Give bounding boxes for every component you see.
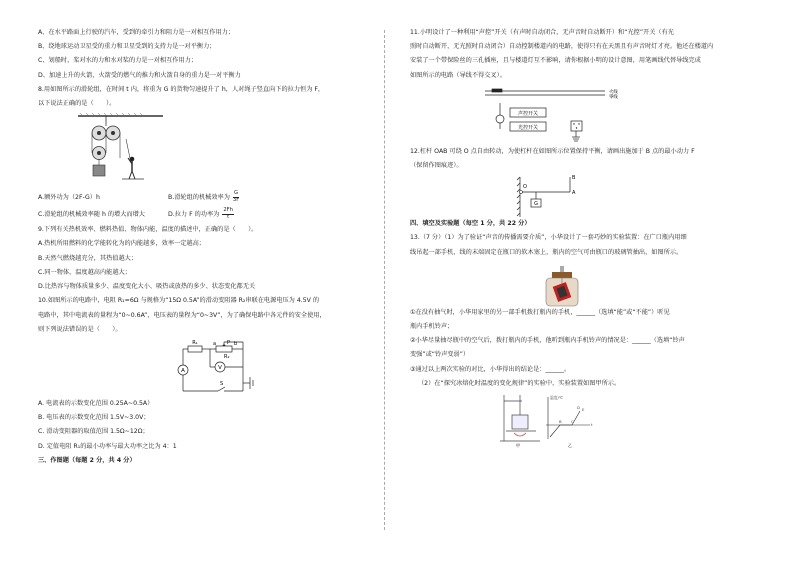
neutral-wire-label: 零线 (609, 94, 618, 100)
q8-option-d-denominator: t (227, 213, 230, 220)
lever-point-a: A (572, 190, 576, 197)
q9-stem: 9.下列有关热机效率、燃料热值、物体内能，温度的描述中，正确的是（ ）。 (38, 226, 258, 234)
q8-option-b-label: B.滑轮组的机械效率为 (168, 193, 230, 201)
column-divider (384, 30, 385, 530)
circuit-figure (38, 339, 360, 399)
graph-xlabel: t (591, 422, 593, 428)
sound-switch-label: 声控开关 (517, 110, 539, 117)
q8-option-a: A.额外功为（2F-G）h (38, 193, 100, 201)
figure-jia-label: 甲 (516, 443, 520, 449)
right-column (410, 28, 735, 449)
q7-option-a: A、在水平路面上行驶的汽车，受到的牵引力和阻力是一对相互作用力； (38, 29, 235, 36)
circuit-label-b: b (234, 340, 238, 347)
q8-option-d-label: D.拉力 F 的功率为 (168, 210, 220, 218)
q7-option-d: D、加速上升的火箭，火箭受的燃气的推力和火箭自身的重力是一对平衡力 (38, 71, 241, 79)
q9-option-b: B.天然气燃烧越充分，其热值越大； (38, 254, 138, 262)
q11-line-3: 安装了一个带保险丝的三孔插座，且与楼道灯互不影响，请你根据小明的设计意图，用笔画线代替导线完成 (410, 57, 701, 65)
q11-circuit-figure (410, 85, 735, 147)
lever-point-o: O (523, 184, 527, 191)
q11-circuit-diagram (410, 85, 735, 147)
q10-option-b: B. 电压表的示数变化范围 1.5V~3.0V； (38, 414, 150, 422)
melting-figure (410, 393, 735, 449)
q13-sub3: ③通过以上两次实验的对比，小华得出的结论是：______。 (410, 365, 571, 373)
graph-point-e: E (582, 407, 585, 413)
q10-option-d: D. 定值电阻 R₁的最小功率与最大功率之比为 4：1 (38, 442, 177, 450)
q13-sub1-line-1: ①在没有抽气时，小华用家里的另一部手机拨打瓶内的手机，______（选填“能”或“不能”）听见 (410, 308, 670, 316)
q8-options-row2 (38, 208, 360, 220)
q8-option-b-fraction (233, 191, 239, 203)
q10-option-c: C. 滑动变阻器的取值范围 1.5Ω~12Ω； (38, 428, 149, 436)
q10-option-a: A. 电流表的示数变化范围 0.25A~0.5A） (38, 399, 154, 407)
q7-option-c: C、划船时，桨对水的力和水对桨的力是一对相互作用力； (38, 57, 198, 65)
q13-sub2-line-1: ②小华尽量抽尽瓶中的空气后，拨打瓶内的手机，他听到瓶内手机铃声的情况是：______（选填“铃声 (410, 337, 685, 345)
q10-stem-2: 电路中，其中电流表的量程为“0~0.6A”，电压表的量程为“0~3V”，为了确保电路中各元件的安全使用， (38, 311, 326, 319)
q8-options-row1 (38, 191, 360, 203)
q13-sub2-line-2: 变强”或“铃声变弱”） (410, 351, 470, 359)
circuit-label-r2: R₂ (224, 353, 230, 360)
section-3-heading: 三、作图题（每题 2 分，共 4 分） (38, 456, 136, 464)
q11-line-1: 11.小明设计了一种利用“声控”开关（有声时自动闭合，无声音时自动断开）和“光控”开关（有光 (410, 29, 674, 36)
q12-line-1: 12.杠杆 OAB 可绕 O 点自由转动，为使杠杆在如图所示位置保持平衡，请画出施加于 B 点的最小动力 F (410, 147, 695, 155)
q8-stem: 8.用如图所示的滑轮组，在时间 t 内，将重为 G 的货物匀速提升了 h，人对绳子竖直向下的拉力恒为 F， (38, 85, 325, 93)
q8-option-d-numerator: 2Fh (223, 207, 233, 214)
q13-part2: （2）在“探究冰熔化时温度的变化规律”的实验中，实验装置如图甲所示。 (418, 379, 621, 387)
figure-yi-label: 乙 (568, 443, 572, 449)
q7-option-b: B、绕地球运动卫星受的重力和卫星受到的支持力是一对平衡力； (38, 43, 216, 51)
q13-part1-line-2: 线吊起一部手机，线的末端固定在瓶口的软木塞上，瓶内的空气可由瓶口的玻璃管抽出，如图所示。 (410, 248, 683, 256)
q13-part1-line-1: 13.（7 分）（1）为了验证“声音的传播需要介质”，小华设计了一套巧妙的实验装置：在广口瓶内用细 (410, 234, 687, 242)
circuit-switch-label: S (220, 380, 224, 387)
graph-point-d: D (577, 405, 580, 411)
lever-figure (410, 175, 735, 219)
q9-option-c: C.同一物体，温度越高内能越大； (38, 268, 131, 276)
circuit-label-a: a (213, 340, 217, 347)
graph-point-c: C (571, 419, 574, 425)
circuit-voltmeter-label: V (218, 364, 222, 371)
lever-point-b: B (572, 175, 576, 182)
graph-ylabel: 温度/℃ (550, 395, 564, 401)
q8-option-d-fraction (222, 208, 234, 220)
left-column (38, 28, 360, 470)
pulley-figure (38, 113, 360, 191)
q11-line-4: 如图所示的电路（导线不得交叉）。 (410, 71, 506, 79)
melting-experiment-diagram (410, 393, 735, 449)
bottle-figure (410, 262, 735, 308)
circuit-ammeter-label: A (181, 367, 185, 374)
circuit-label-r1: R₁ (192, 339, 198, 346)
q12-line-2: （保留作图痕迹）。 (410, 162, 463, 170)
lever-diagram (410, 175, 735, 219)
q9-option-d: D.比热容与物体质量多少、温度变化大小、吸热或放热的多少、状态变化都无关 (38, 283, 256, 291)
live-wire-label: 火线 (609, 89, 618, 95)
q10-stem-3: 则下列说法错误的是（ ）。 (38, 325, 122, 333)
q8-option-b-denominator: 3F (232, 196, 240, 203)
section-4-heading: 四、填空及实验题（每空 1 分，共 22 分） (410, 220, 531, 228)
circuit-diagram (38, 339, 278, 399)
bottle-photo (410, 262, 735, 308)
circuit-label-p: P (227, 339, 231, 346)
q11-line-2: 照时自动断开，无光照时自动闭合）自动控制楼道内的电路，使得只有在天黑且有声音时灯才亮。他还在楼道内 (410, 43, 714, 51)
q13-sub1-line-2: 瓶内手机铃声； (410, 323, 454, 331)
q8-option-c: C.滑轮组的机械效率随 h 的增大而增大 (38, 210, 145, 218)
q8-option-b-numerator: G (234, 190, 239, 197)
q8-stem-2: 以下说法正确的是（ ）。 (38, 100, 116, 108)
graph-point-b: B (559, 419, 562, 425)
lever-weight-g: G (534, 201, 538, 208)
pulley-diagram (38, 113, 188, 191)
light-switch-label: 光控开关 (517, 124, 539, 131)
q9-option-a: A.热机所用燃料的化学能转化为的内能越多，效率一定越高； (38, 240, 205, 248)
q10-stem-1: 10.如图所示的电路中，电阻 R₁=6Ω 与规格为“15Ω 0.5A”的滑动变阻器 R₂串联在电源电压为 4.5V 的 (38, 297, 320, 305)
